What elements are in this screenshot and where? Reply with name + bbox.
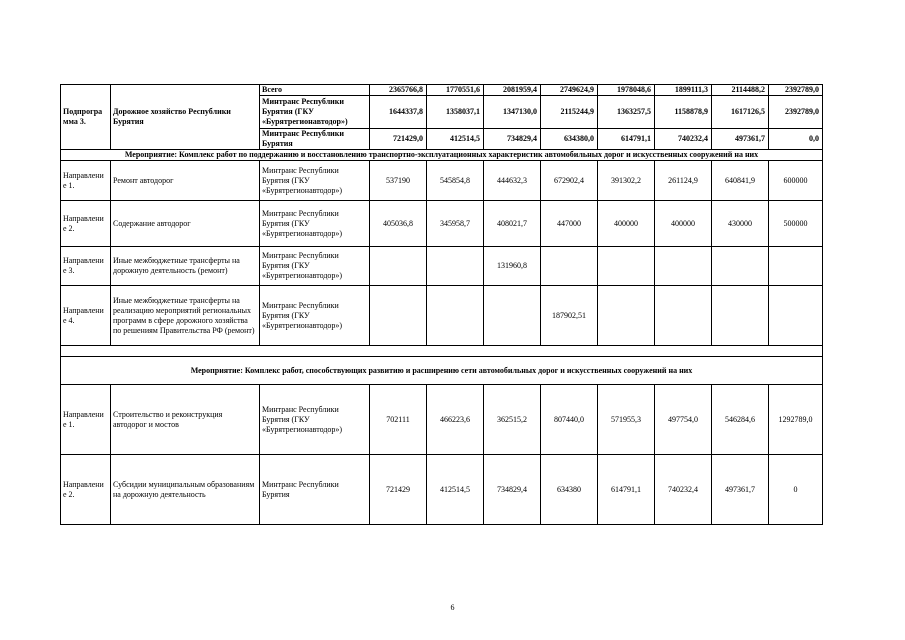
value-cell: 571955,3 xyxy=(598,385,655,455)
value-cell: 537190 xyxy=(370,161,427,201)
value-cell: 672902,4 xyxy=(541,161,598,201)
direction-source: Минтранс Республики Бурятия (ГКУ «Бурятрегионавтодор») xyxy=(260,201,370,247)
value-cell: 131960,8 xyxy=(484,247,541,286)
direction-name: Иные межбюджетные трансферты на реализацию мероприятий региональных программ в сфере дорожного хозяйства по решениям Правительства РФ (ремонт) xyxy=(111,286,260,346)
value-cell: 740232,4 xyxy=(655,455,712,525)
value-cell: 362515,2 xyxy=(484,385,541,455)
value-cell: 1363257,5 xyxy=(598,96,655,129)
value-cell: 545854,8 xyxy=(427,161,484,201)
summary-source: Минтранс Республики Бурятия xyxy=(260,129,370,150)
value-cell: 1899111,3 xyxy=(655,85,712,96)
value-cell: 500000 xyxy=(769,201,823,247)
value-cell: 2081959,4 xyxy=(484,85,541,96)
value-cell: 2392789,0 xyxy=(769,96,823,129)
value-cell xyxy=(769,286,823,346)
value-cell: 807440,0 xyxy=(541,385,598,455)
direction-label: Направлени е 3. xyxy=(61,247,111,286)
value-cell: 1617126,5 xyxy=(712,96,769,129)
budget-table xyxy=(60,84,823,525)
value-cell: 734829,4 xyxy=(484,129,541,150)
direction-source: Минтранс Республики Бурятия (ГКУ «Бурятрегионавтодор») xyxy=(260,385,370,455)
value-cell: 412514,5 xyxy=(427,129,484,150)
value-cell: 740232,4 xyxy=(655,129,712,150)
section-title-row xyxy=(61,357,823,385)
value-cell: 1347130,0 xyxy=(484,96,541,129)
direction-row xyxy=(61,286,823,346)
direction-label: Направлени е 2. xyxy=(61,201,111,247)
value-cell xyxy=(769,247,823,286)
value-cell: 497754,0 xyxy=(655,385,712,455)
value-cell: 447000 xyxy=(541,201,598,247)
direction-name: Иные межбюджетные трансферты на дорожную деятельность (ремонт) xyxy=(111,247,260,286)
value-cell: 261124,9 xyxy=(655,161,712,201)
value-cell xyxy=(370,286,427,346)
value-cell: 1770551,6 xyxy=(427,85,484,96)
summary-source: Минтранс Республики Бурятия (ГКУ «Бурятрегионавтодор») xyxy=(260,96,370,129)
spacer-row xyxy=(61,346,823,357)
value-cell: 408021,7 xyxy=(484,201,541,247)
section-title: Мероприятие: Комплекс работ по поддержанию и восстановлению транспортно-эксплуатационных характеристик автомобильных дорог и искусственных сооружений на них xyxy=(61,150,823,161)
value-cell: 345958,7 xyxy=(427,201,484,247)
value-cell: 1644337,8 xyxy=(370,96,427,129)
direction-label: Направлени е 2. xyxy=(61,455,111,525)
value-cell: 634380,0 xyxy=(541,129,598,150)
value-cell: 2115244,9 xyxy=(541,96,598,129)
direction-row xyxy=(61,247,823,286)
direction-row xyxy=(61,201,823,247)
direction-source: Минтранс Республики Бурятия (ГКУ «Бурятрегионавтодор») xyxy=(260,161,370,201)
section-title-row xyxy=(61,150,823,161)
direction-name: Содержание автодорог xyxy=(111,201,260,247)
value-cell: 187902,51 xyxy=(541,286,598,346)
direction-source: Минтранс Республики Бурятия (ГКУ «Бурятрегионавтодор») xyxy=(260,247,370,286)
direction-row xyxy=(61,385,823,455)
value-cell: 444632,3 xyxy=(484,161,541,201)
value-cell: 2392789,0 xyxy=(769,85,823,96)
spacer-cell xyxy=(61,346,823,357)
direction-source: Минтранс Республики Бурятия (ГКУ «Бурятрегионавтодор») xyxy=(260,286,370,346)
summary-row xyxy=(61,85,823,96)
direction-label: Направлени е 4. xyxy=(61,286,111,346)
value-cell xyxy=(427,286,484,346)
value-cell: 546284,6 xyxy=(712,385,769,455)
value-cell: 640841,9 xyxy=(712,161,769,201)
value-cell xyxy=(484,286,541,346)
direction-name: Субсидии муниципальным образованиям на дорожную деятельность xyxy=(111,455,260,525)
table-body xyxy=(61,85,823,525)
value-cell: 497361,7 xyxy=(712,455,769,525)
value-cell: 600000 xyxy=(769,161,823,201)
value-cell: 400000 xyxy=(598,201,655,247)
value-cell: 1292789,0 xyxy=(769,385,823,455)
section-title: Мероприятие: Комплекс работ, способствующих развитию и расширению сети автомобильных дорог и искусственных сооружений на них xyxy=(61,357,823,385)
direction-source: Минтранс Республики Бурятия xyxy=(260,455,370,525)
value-cell: 1358037,1 xyxy=(427,96,484,129)
value-cell: 734829,4 xyxy=(484,455,541,525)
direction-name: Ремонт автодорог xyxy=(111,161,260,201)
value-cell: 634380 xyxy=(541,455,598,525)
value-cell: 405036,8 xyxy=(370,201,427,247)
value-cell: 2749624,9 xyxy=(541,85,598,96)
value-cell xyxy=(655,286,712,346)
value-cell: 614791,1 xyxy=(598,455,655,525)
value-cell xyxy=(598,286,655,346)
value-cell xyxy=(541,247,598,286)
value-cell xyxy=(712,286,769,346)
direction-label: Направлени е 1. xyxy=(61,385,111,455)
value-cell: 400000 xyxy=(655,201,712,247)
value-cell: 0 xyxy=(769,455,823,525)
value-cell: 614791,1 xyxy=(598,129,655,150)
value-cell: 2114488,2 xyxy=(712,85,769,96)
value-cell: 430000 xyxy=(712,201,769,247)
value-cell: 702111 xyxy=(370,385,427,455)
value-cell xyxy=(370,247,427,286)
value-cell: 497361,7 xyxy=(712,129,769,150)
value-cell xyxy=(598,247,655,286)
direction-row xyxy=(61,455,823,525)
value-cell xyxy=(655,247,712,286)
page-number: 6 xyxy=(450,603,455,612)
value-cell: 2365766,8 xyxy=(370,85,427,96)
value-cell: 412514,5 xyxy=(427,455,484,525)
value-cell xyxy=(427,247,484,286)
value-cell: 466223,6 xyxy=(427,385,484,455)
direction-name: Строительство и реконструкция автодорог и мостов xyxy=(111,385,260,455)
direction-label: Направлени е 1. xyxy=(61,161,111,201)
value-cell: 1158878,9 xyxy=(655,96,712,129)
value-cell: 0,0 xyxy=(769,129,823,150)
value-cell: 1978048,6 xyxy=(598,85,655,96)
direction-row xyxy=(61,161,823,201)
value-cell: 721429,0 xyxy=(370,129,427,150)
value-cell: 391302,2 xyxy=(598,161,655,201)
value-cell: 721429 xyxy=(370,455,427,525)
program-name: Дорожное хозяйство Республики Бурятия xyxy=(111,85,260,150)
program-label: Подпрогра мма 3. xyxy=(61,85,111,150)
value-cell xyxy=(712,247,769,286)
summary-source: Всего xyxy=(260,85,370,96)
